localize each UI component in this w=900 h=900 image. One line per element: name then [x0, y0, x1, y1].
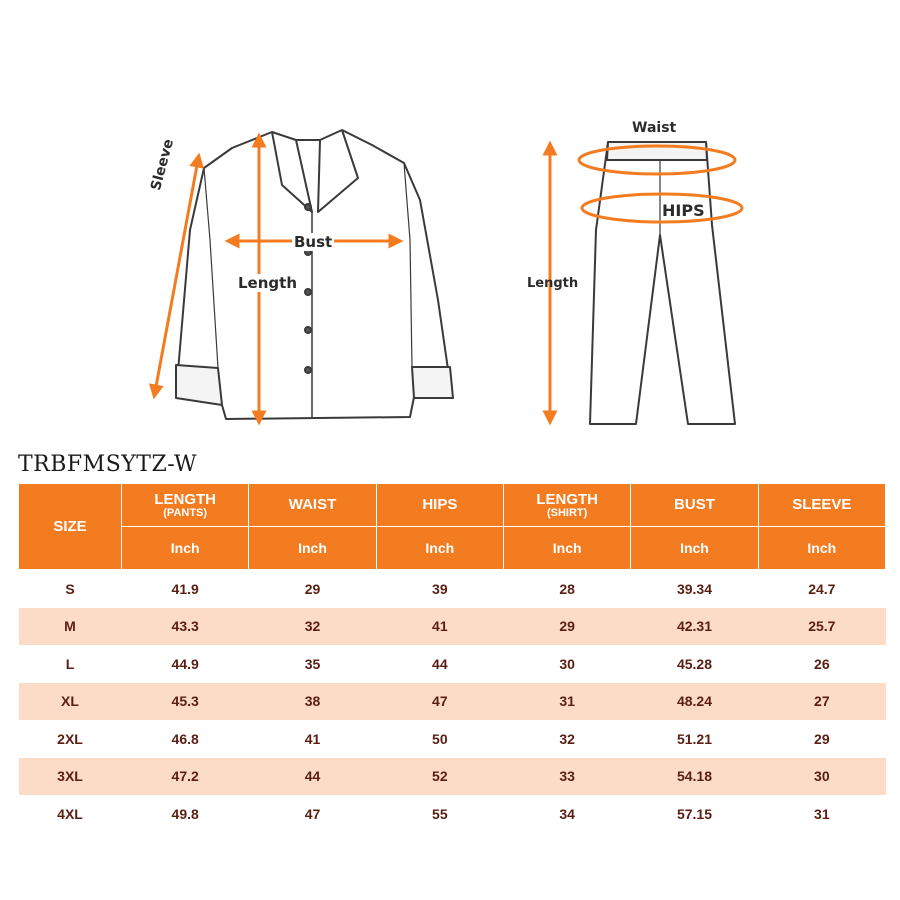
value-cell: 31 — [758, 795, 885, 833]
header-row — [19, 484, 886, 527]
value-cell: 31 — [503, 683, 630, 721]
shirt-drawing — [176, 130, 453, 419]
value-cell: 24.7 — [758, 570, 885, 608]
value-cell: 52 — [376, 758, 503, 796]
value-cell: 26 — [758, 645, 885, 683]
unit-row — [19, 527, 886, 570]
value-cell: 45.3 — [122, 683, 249, 721]
value-cell: 50 — [376, 720, 503, 758]
column-title: WAIST — [288, 496, 337, 513]
value-cell: 55 — [376, 795, 503, 833]
table-row — [19, 795, 886, 833]
value-cell: 32 — [503, 720, 630, 758]
value-cell: 32 — [249, 608, 376, 646]
value-cell: 49.8 — [122, 795, 249, 833]
size-cell: 2XL — [19, 720, 122, 758]
column-title: LENGTH — [536, 490, 598, 508]
value-cell: 30 — [758, 758, 885, 796]
hips-label: HIPS — [662, 201, 705, 220]
value-cell: 33 — [503, 758, 630, 796]
value-cell: 41.9 — [122, 570, 249, 608]
value-cell: 44.9 — [122, 645, 249, 683]
value-cell: 51.21 — [631, 720, 758, 758]
value-cell: 28 — [503, 570, 630, 608]
value-cell: 27 — [758, 683, 885, 721]
column-title: BUST — [674, 496, 715, 513]
unit-cell: Inch — [122, 527, 249, 570]
column-subtitle: (SHIRT) — [546, 506, 588, 519]
value-cell: 54.18 — [631, 758, 758, 796]
unit-cell: Inch — [631, 527, 758, 570]
value-cell: 39.34 — [631, 570, 758, 608]
column-header-length-pants — [122, 484, 249, 527]
value-cell: 48.24 — [631, 683, 758, 721]
table-row — [19, 570, 886, 608]
garment-illustration — [0, 0, 900, 440]
value-cell: 44 — [376, 645, 503, 683]
value-cell: 30 — [503, 645, 630, 683]
table-row — [19, 683, 886, 721]
shirt-length-label: Length — [238, 274, 297, 292]
size-cell: XL — [19, 683, 122, 721]
value-cell: 46.8 — [122, 720, 249, 758]
value-cell: 25.7 — [758, 608, 885, 646]
column-header-waist — [249, 484, 376, 527]
value-cell: 43.3 — [122, 608, 249, 646]
unit-cell: Inch — [376, 527, 503, 570]
table-row — [19, 720, 886, 758]
unit-cell: Inch — [758, 527, 885, 570]
value-cell: 47 — [249, 795, 376, 833]
table-row — [19, 608, 886, 646]
column-title: HIPS — [422, 496, 458, 513]
value-cell: 45.28 — [631, 645, 758, 683]
column-header-hips — [376, 484, 503, 527]
size-cell: 4XL — [19, 795, 122, 833]
table-row — [19, 645, 886, 683]
column-header-bust — [631, 484, 758, 527]
size-rows — [19, 570, 886, 833]
value-cell: 35 — [249, 645, 376, 683]
size-cell: M — [19, 608, 122, 646]
column-title: LENGTH — [154, 490, 216, 508]
unit-cell: Inch — [249, 527, 376, 570]
column-title: SLEEVE — [792, 496, 852, 513]
measurement-diagram — [0, 0, 900, 440]
size-cell: S — [19, 570, 122, 608]
column-header-length-shirt — [503, 484, 630, 527]
bust-label: Bust — [294, 233, 333, 251]
value-cell: 29 — [249, 570, 376, 608]
column-subtitle: (PANTS) — [163, 506, 208, 519]
value-cell: 41 — [376, 608, 503, 646]
size-cell: 3XL — [19, 758, 122, 796]
unit-cell: Inch — [503, 527, 630, 570]
value-cell: 41 — [249, 720, 376, 758]
value-cell: 57.15 — [631, 795, 758, 833]
pants-length-label: Length — [527, 276, 579, 291]
waist-label: Waist — [632, 120, 677, 136]
value-cell: 34 — [503, 795, 630, 833]
value-cell: 47.2 — [122, 758, 249, 796]
sleeve-label: Sleeve — [148, 137, 178, 193]
value-cell: 47 — [376, 683, 503, 721]
size-cell: L — [19, 645, 122, 683]
pants-drawing — [590, 142, 735, 424]
size-chart-table — [18, 483, 886, 833]
value-cell: 44 — [249, 758, 376, 796]
value-cell: 29 — [503, 608, 630, 646]
value-cell: 39 — [376, 570, 503, 608]
value-cell: 42.31 — [631, 608, 758, 646]
value-cell: 29 — [758, 720, 885, 758]
size-header: SIZE — [19, 484, 122, 570]
column-header-sleeve — [758, 484, 885, 527]
table-row — [19, 758, 886, 796]
value-cell: 38 — [249, 683, 376, 721]
product-sku: TRBFMSYTZ-W — [18, 452, 198, 477]
